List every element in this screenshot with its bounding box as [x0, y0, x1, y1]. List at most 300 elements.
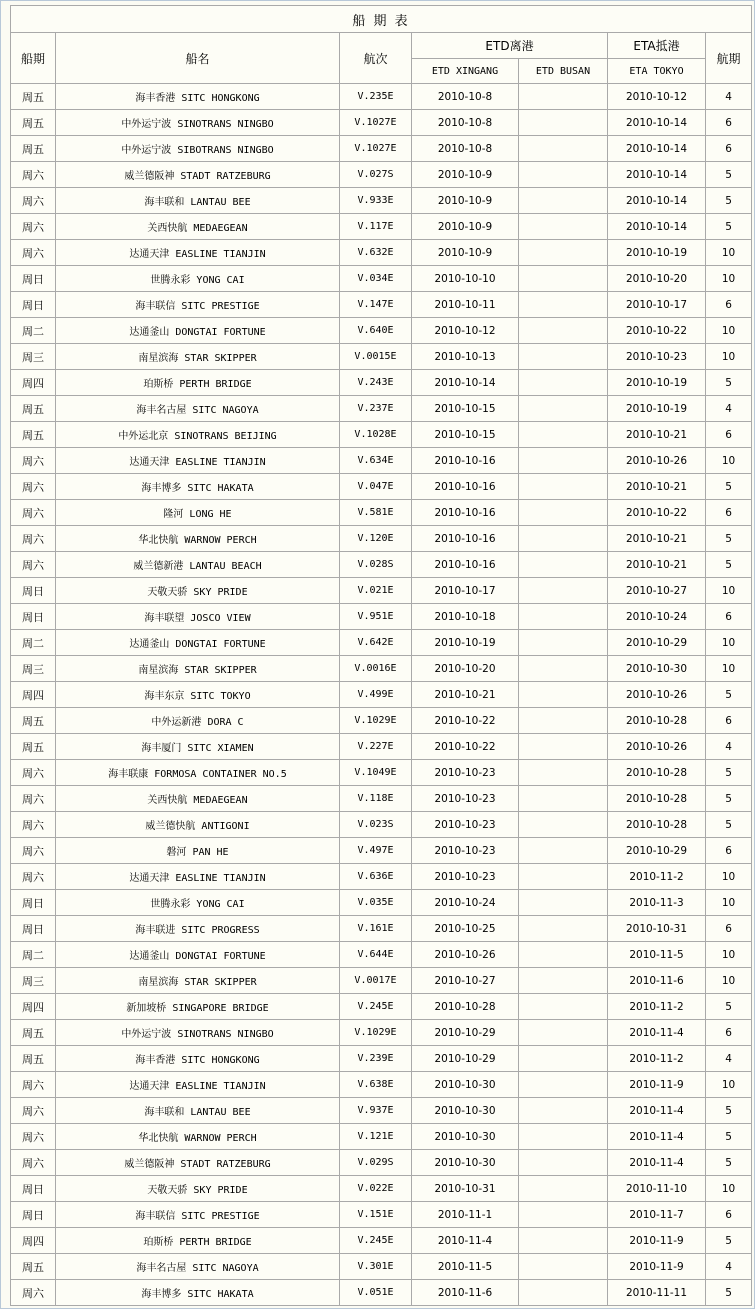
- cell-voyage: V.937E: [340, 1098, 412, 1124]
- table-row: [11, 474, 752, 500]
- cell-eta-tokyo: 2010-10-20: [608, 266, 706, 292]
- cell-etd-busan: [519, 786, 608, 812]
- cell-voyage: V.151E: [340, 1202, 412, 1228]
- cell-eta-tokyo: 2010-11-10: [608, 1176, 706, 1202]
- cell-etd-busan: [519, 214, 608, 240]
- cell-etd-xingang: 2010-10-16: [412, 474, 519, 500]
- cell-etd-xingang: 2010-10-19: [412, 630, 519, 656]
- cell-duration: 5: [706, 1150, 752, 1176]
- cell-duration: 10: [706, 578, 752, 604]
- cell-etd-xingang: 2010-10-22: [412, 708, 519, 734]
- cell-day: 周六: [11, 812, 56, 838]
- cell-ship-name: 达通釜山 DONGTAI FORTUNE: [56, 318, 340, 344]
- cell-etd-busan: [519, 500, 608, 526]
- cell-day: 周日: [11, 604, 56, 630]
- cell-duration: 5: [706, 552, 752, 578]
- cell-eta-tokyo: 2010-11-9: [608, 1228, 706, 1254]
- cell-voyage: V.035E: [340, 890, 412, 916]
- cell-duration: 6: [706, 838, 752, 864]
- cell-duration: 4: [706, 734, 752, 760]
- cell-ship-name: 珀斯桥 PERTH BRIDGE: [56, 1228, 340, 1254]
- cell-day: 周六: [11, 1280, 56, 1306]
- cell-duration: 5: [706, 474, 752, 500]
- table-row: [11, 240, 752, 266]
- cell-etd-xingang: 2010-10-30: [412, 1072, 519, 1098]
- cell-etd-busan: [519, 422, 608, 448]
- cell-etd-busan: [519, 578, 608, 604]
- cell-eta-tokyo: 2010-10-23: [608, 344, 706, 370]
- cell-etd-xingang: 2010-10-30: [412, 1150, 519, 1176]
- cell-day: 周六: [11, 500, 56, 526]
- cell-day: 周日: [11, 1202, 56, 1228]
- table-row: [11, 578, 752, 604]
- cell-etd-xingang: 2010-10-17: [412, 578, 519, 604]
- cell-etd-xingang: 2010-10-23: [412, 786, 519, 812]
- cell-etd-xingang: 2010-10-13: [412, 344, 519, 370]
- cell-ship-name: 关西快航 MEDAEGEAN: [56, 786, 340, 812]
- cell-day: 周二: [11, 942, 56, 968]
- cell-day: 周六: [11, 1124, 56, 1150]
- cell-voyage: V.161E: [340, 916, 412, 942]
- cell-ship-name: 南星滨海 STAR SKIPPER: [56, 656, 340, 682]
- cell-etd-busan: [519, 136, 608, 162]
- cell-etd-xingang: 2010-11-4: [412, 1228, 519, 1254]
- cell-etd-xingang: 2010-10-15: [412, 422, 519, 448]
- schedule-body: [11, 84, 752, 1306]
- cell-day: 周三: [11, 344, 56, 370]
- cell-day: 周日: [11, 266, 56, 292]
- cell-etd-busan: [519, 162, 608, 188]
- cell-day: 周日: [11, 890, 56, 916]
- table-row: [11, 1020, 752, 1046]
- cell-ship-name: 南星滨海 STAR SKIPPER: [56, 344, 340, 370]
- cell-voyage: V.636E: [340, 864, 412, 890]
- table-row: [11, 1176, 752, 1202]
- cell-day: 周日: [11, 1176, 56, 1202]
- cell-voyage: V.245E: [340, 1228, 412, 1254]
- cell-ship-name: 海丰东京 SITC TOKYO: [56, 682, 340, 708]
- cell-voyage: V.632E: [340, 240, 412, 266]
- cell-day: 周六: [11, 448, 56, 474]
- cell-etd-xingang: 2010-10-23: [412, 812, 519, 838]
- cell-eta-tokyo: 2010-11-4: [608, 1124, 706, 1150]
- cell-eta-tokyo: 2010-10-26: [608, 448, 706, 474]
- cell-ship-name: 海丰联信 SITC PRESTIGE: [56, 1202, 340, 1228]
- cell-ship-name: 海丰香港 SITC HONGKONG: [56, 1046, 340, 1072]
- cell-etd-xingang: 2010-11-6: [412, 1280, 519, 1306]
- cell-voyage: V.051E: [340, 1280, 412, 1306]
- cell-day: 周五: [11, 1020, 56, 1046]
- cell-ship-name: 海丰联和 LANTAU BEE: [56, 1098, 340, 1124]
- cell-ship-name: 隆河 LONG HE: [56, 500, 340, 526]
- cell-voyage: V.301E: [340, 1254, 412, 1280]
- table-row: [11, 526, 752, 552]
- cell-ship-name: 达通天津 EASLINE TIANJIN: [56, 240, 340, 266]
- cell-voyage: V.1049E: [340, 760, 412, 786]
- cell-duration: 6: [706, 422, 752, 448]
- cell-voyage: V.581E: [340, 500, 412, 526]
- cell-eta-tokyo: 2010-11-4: [608, 1098, 706, 1124]
- cell-eta-tokyo: 2010-11-3: [608, 890, 706, 916]
- cell-voyage: V.023S: [340, 812, 412, 838]
- cell-day: 周五: [11, 136, 56, 162]
- cell-eta-tokyo: 2010-11-9: [608, 1072, 706, 1098]
- table-row: [11, 786, 752, 812]
- table-row: [11, 1098, 752, 1124]
- table-row: [11, 110, 752, 136]
- cell-voyage: V.118E: [340, 786, 412, 812]
- cell-ship-name: 中外运宁波 SINOTRANS NINGBO: [56, 1020, 340, 1046]
- table-row: [11, 682, 752, 708]
- cell-day: 周六: [11, 760, 56, 786]
- cell-etd-busan: [519, 292, 608, 318]
- cell-etd-busan: [519, 188, 608, 214]
- cell-eta-tokyo: 2010-11-2: [608, 864, 706, 890]
- table-row: [11, 994, 752, 1020]
- cell-day: 周六: [11, 162, 56, 188]
- cell-etd-xingang: 2010-10-11: [412, 292, 519, 318]
- table-row: [11, 916, 752, 942]
- cell-duration: 5: [706, 162, 752, 188]
- cell-etd-xingang: 2010-10-30: [412, 1124, 519, 1150]
- cell-etd-busan: [519, 890, 608, 916]
- table-row: [11, 968, 752, 994]
- cell-ship-name: 海丰联望 JOSCO VIEW: [56, 604, 340, 630]
- cell-eta-tokyo: 2010-10-19: [608, 370, 706, 396]
- cell-etd-busan: [519, 448, 608, 474]
- cell-etd-busan: [519, 864, 608, 890]
- cell-voyage: V.243E: [340, 370, 412, 396]
- cell-voyage: V.147E: [340, 292, 412, 318]
- cell-etd-xingang: 2010-10-16: [412, 526, 519, 552]
- table-row: [11, 396, 752, 422]
- cell-ship-name: 中外运宁波 SINOTRANS NINGBO: [56, 110, 340, 136]
- cell-etd-xingang: 2010-10-8: [412, 136, 519, 162]
- cell-day: 周六: [11, 1072, 56, 1098]
- cell-day: 周六: [11, 1098, 56, 1124]
- cell-voyage: V.245E: [340, 994, 412, 1020]
- cell-duration: 5: [706, 370, 752, 396]
- cell-etd-busan: [519, 240, 608, 266]
- cell-voyage: V.644E: [340, 942, 412, 968]
- cell-eta-tokyo: 2010-10-27: [608, 578, 706, 604]
- cell-etd-busan: [519, 552, 608, 578]
- cell-etd-busan: [519, 1124, 608, 1150]
- cell-etd-busan: [519, 526, 608, 552]
- cell-ship-name: 华北快航 WARNOW PERCH: [56, 526, 340, 552]
- cell-eta-tokyo: 2010-10-14: [608, 110, 706, 136]
- cell-duration: 5: [706, 214, 752, 240]
- cell-day: 周六: [11, 214, 56, 240]
- cell-day: 周五: [11, 84, 56, 110]
- cell-day: 周五: [11, 1254, 56, 1280]
- cell-voyage: V.227E: [340, 734, 412, 760]
- table-row: [11, 1072, 752, 1098]
- cell-day: 周五: [11, 734, 56, 760]
- cell-duration: 10: [706, 1072, 752, 1098]
- cell-ship-name: 世腾永彩 YONG CAI: [56, 890, 340, 916]
- cell-etd-busan: [519, 812, 608, 838]
- cell-day: 周日: [11, 916, 56, 942]
- table-row: [11, 1046, 752, 1072]
- cell-voyage: V.117E: [340, 214, 412, 240]
- cell-day: 周五: [11, 110, 56, 136]
- cell-duration: 5: [706, 682, 752, 708]
- cell-etd-busan: [519, 344, 608, 370]
- cell-voyage: V.1029E: [340, 708, 412, 734]
- cell-ship-name: 海丰联康 FORMOSA CONTAINER NO.5: [56, 760, 340, 786]
- cell-duration: 10: [706, 942, 752, 968]
- cell-voyage: V.1028E: [340, 422, 412, 448]
- cell-duration: 6: [706, 292, 752, 318]
- cell-ship-name: 华北快航 WARNOW PERCH: [56, 1124, 340, 1150]
- cell-etd-busan: [519, 1254, 608, 1280]
- cell-eta-tokyo: 2010-11-7: [608, 1202, 706, 1228]
- cell-etd-xingang: 2010-10-26: [412, 942, 519, 968]
- cell-ship-name: 海丰联进 SITC PROGRESS: [56, 916, 340, 942]
- cell-duration: 10: [706, 266, 752, 292]
- cell-duration: 5: [706, 812, 752, 838]
- cell-ship-name: 世腾永彩 YONG CAI: [56, 266, 340, 292]
- table-row: [11, 838, 752, 864]
- cell-ship-name: 海丰名古屋 SITC NAGOYA: [56, 396, 340, 422]
- schedule-table: [10, 5, 752, 1306]
- cell-etd-busan: [519, 84, 608, 110]
- cell-eta-tokyo: 2010-10-19: [608, 240, 706, 266]
- cell-etd-xingang: 2010-10-29: [412, 1046, 519, 1072]
- cell-etd-xingang: 2010-10-9: [412, 162, 519, 188]
- cell-ship-name: 达通天津 EASLINE TIANJIN: [56, 1072, 340, 1098]
- cell-voyage: V.499E: [340, 682, 412, 708]
- cell-duration: 4: [706, 84, 752, 110]
- cell-ship-name: 达通釜山 DONGTAI FORTUNE: [56, 942, 340, 968]
- cell-duration: 4: [706, 396, 752, 422]
- cell-voyage: V.634E: [340, 448, 412, 474]
- cell-eta-tokyo: 2010-10-28: [608, 812, 706, 838]
- cell-etd-busan: [519, 968, 608, 994]
- cell-etd-busan: [519, 318, 608, 344]
- header-duration: 航期: [706, 33, 752, 84]
- cell-eta-tokyo: 2010-10-28: [608, 708, 706, 734]
- cell-etd-xingang: 2010-10-23: [412, 838, 519, 864]
- cell-duration: 10: [706, 344, 752, 370]
- cell-day: 周六: [11, 240, 56, 266]
- cell-duration: 6: [706, 916, 752, 942]
- cell-eta-tokyo: 2010-11-2: [608, 994, 706, 1020]
- cell-duration: 10: [706, 1176, 752, 1202]
- cell-etd-busan: [519, 630, 608, 656]
- cell-etd-xingang: 2010-10-30: [412, 1098, 519, 1124]
- cell-duration: 10: [706, 864, 752, 890]
- cell-day: 周六: [11, 526, 56, 552]
- table-row: [11, 162, 752, 188]
- header-eta-tokyo: ETA TOKYO: [608, 59, 706, 84]
- table-row: [11, 656, 752, 682]
- cell-etd-busan: [519, 370, 608, 396]
- table-row: [11, 188, 752, 214]
- cell-etd-busan: [519, 1098, 608, 1124]
- cell-etd-xingang: 2010-10-10: [412, 266, 519, 292]
- cell-voyage: V.497E: [340, 838, 412, 864]
- cell-duration: 5: [706, 994, 752, 1020]
- cell-voyage: V.0015E: [340, 344, 412, 370]
- cell-etd-busan: [519, 656, 608, 682]
- cell-etd-busan: [519, 760, 608, 786]
- cell-etd-xingang: 2010-10-18: [412, 604, 519, 630]
- cell-voyage: V.1027E: [340, 136, 412, 162]
- cell-etd-busan: [519, 942, 608, 968]
- cell-voyage: V.642E: [340, 630, 412, 656]
- cell-etd-busan: [519, 110, 608, 136]
- cell-etd-xingang: 2010-10-15: [412, 396, 519, 422]
- cell-ship-name: 天敬天骄 SKY PRIDE: [56, 1176, 340, 1202]
- cell-duration: 6: [706, 136, 752, 162]
- cell-eta-tokyo: 2010-10-14: [608, 162, 706, 188]
- cell-etd-busan: [519, 682, 608, 708]
- cell-etd-xingang: 2010-10-9: [412, 214, 519, 240]
- cell-etd-xingang: 2010-10-20: [412, 656, 519, 682]
- cell-voyage: V.028S: [340, 552, 412, 578]
- cell-duration: 10: [706, 968, 752, 994]
- cell-etd-busan: [519, 1228, 608, 1254]
- table-row: [11, 630, 752, 656]
- table-row: [11, 734, 752, 760]
- cell-duration: 5: [706, 786, 752, 812]
- cell-etd-xingang: 2010-10-8: [412, 110, 519, 136]
- cell-voyage: V.0016E: [340, 656, 412, 682]
- cell-eta-tokyo: 2010-11-9: [608, 1254, 706, 1280]
- cell-voyage: V.235E: [340, 84, 412, 110]
- cell-etd-busan: [519, 474, 608, 500]
- table-row: [11, 812, 752, 838]
- cell-etd-busan: [519, 1176, 608, 1202]
- cell-etd-xingang: 2010-10-31: [412, 1176, 519, 1202]
- table-row: [11, 84, 752, 110]
- cell-eta-tokyo: 2010-10-22: [608, 500, 706, 526]
- cell-day: 周五: [11, 422, 56, 448]
- cell-ship-name: 海丰联信 SITC PRESTIGE: [56, 292, 340, 318]
- header-etd-xingang: ETD XINGANG: [412, 59, 519, 84]
- cell-eta-tokyo: 2010-10-21: [608, 526, 706, 552]
- cell-duration: 6: [706, 1202, 752, 1228]
- header-etd-busan: ETD BUSAN: [519, 59, 608, 84]
- cell-etd-xingang: 2010-10-14: [412, 370, 519, 396]
- cell-etd-xingang: 2010-10-8: [412, 84, 519, 110]
- cell-voyage: V.1027E: [340, 110, 412, 136]
- cell-etd-xingang: 2010-10-24: [412, 890, 519, 916]
- table-row: [11, 370, 752, 396]
- cell-day: 周日: [11, 578, 56, 604]
- cell-voyage: V.047E: [340, 474, 412, 500]
- cell-duration: 6: [706, 110, 752, 136]
- cell-duration: 5: [706, 526, 752, 552]
- cell-voyage: V.933E: [340, 188, 412, 214]
- cell-etd-xingang: 2010-10-27: [412, 968, 519, 994]
- cell-etd-xingang: 2010-10-28: [412, 994, 519, 1020]
- cell-voyage: V.027S: [340, 162, 412, 188]
- cell-duration: 4: [706, 1254, 752, 1280]
- cell-eta-tokyo: 2010-10-29: [608, 838, 706, 864]
- cell-ship-name: 珀斯桥 PERTH BRIDGE: [56, 370, 340, 396]
- table-row: [11, 1254, 752, 1280]
- cell-ship-name: 磐河 PAN HE: [56, 838, 340, 864]
- cell-ship-name: 威兰德阪神 STADT RATZEBURG: [56, 162, 340, 188]
- cell-voyage: V.638E: [340, 1072, 412, 1098]
- cell-duration: 10: [706, 448, 752, 474]
- cell-eta-tokyo: 2010-10-14: [608, 214, 706, 240]
- cell-eta-tokyo: 2010-10-26: [608, 682, 706, 708]
- cell-day: 周三: [11, 656, 56, 682]
- cell-eta-tokyo: 2010-10-30: [608, 656, 706, 682]
- cell-etd-busan: [519, 604, 608, 630]
- cell-eta-tokyo: 2010-11-4: [608, 1020, 706, 1046]
- cell-eta-tokyo: 2010-10-21: [608, 552, 706, 578]
- cell-ship-name: 海丰名古屋 SITC NAGOYA: [56, 1254, 340, 1280]
- cell-duration: 5: [706, 1124, 752, 1150]
- table-row: [11, 1202, 752, 1228]
- cell-duration: 6: [706, 604, 752, 630]
- table-row: [11, 942, 752, 968]
- header-etd-group: ETD离港: [412, 33, 608, 59]
- cell-eta-tokyo: 2010-10-28: [608, 760, 706, 786]
- cell-eta-tokyo: 2010-11-2: [608, 1046, 706, 1072]
- table-row: [11, 890, 752, 916]
- table-row: [11, 500, 752, 526]
- cell-duration: 5: [706, 1280, 752, 1306]
- header-ship: 船名: [56, 33, 340, 84]
- cell-duration: 10: [706, 240, 752, 266]
- cell-duration: 10: [706, 656, 752, 682]
- cell-etd-busan: [519, 1202, 608, 1228]
- cell-voyage: V.021E: [340, 578, 412, 604]
- cell-eta-tokyo: 2010-10-14: [608, 188, 706, 214]
- cell-day: 周四: [11, 994, 56, 1020]
- cell-etd-xingang: 2010-10-9: [412, 188, 519, 214]
- table-row: [11, 266, 752, 292]
- cell-eta-tokyo: 2010-11-6: [608, 968, 706, 994]
- cell-ship-name: 达通天津 EASLINE TIANJIN: [56, 864, 340, 890]
- cell-etd-xingang: 2010-11-5: [412, 1254, 519, 1280]
- cell-day: 周二: [11, 630, 56, 656]
- cell-eta-tokyo: 2010-10-29: [608, 630, 706, 656]
- cell-day: 周六: [11, 838, 56, 864]
- cell-etd-xingang: 2010-10-22: [412, 734, 519, 760]
- cell-day: 周五: [11, 396, 56, 422]
- cell-eta-tokyo: 2010-11-4: [608, 1150, 706, 1176]
- cell-duration: 4: [706, 1046, 752, 1072]
- cell-ship-name: 威兰德新港 LANTAU BEACH: [56, 552, 340, 578]
- cell-ship-name: 中外运北京 SINOTRANS BEIJING: [56, 422, 340, 448]
- cell-etd-busan: [519, 1280, 608, 1306]
- cell-duration: 6: [706, 500, 752, 526]
- table-title: 船 期 表: [11, 6, 752, 33]
- cell-etd-xingang: 2010-10-23: [412, 864, 519, 890]
- cell-ship-name: 达通天津 EASLINE TIANJIN: [56, 448, 340, 474]
- cell-eta-tokyo: 2010-10-22: [608, 318, 706, 344]
- cell-voyage: V.0017E: [340, 968, 412, 994]
- cell-day: 周六: [11, 864, 56, 890]
- cell-etd-busan: [519, 1072, 608, 1098]
- table-row: [11, 552, 752, 578]
- cell-duration: 5: [706, 1228, 752, 1254]
- cell-day: 周六: [11, 188, 56, 214]
- table-row: [11, 448, 752, 474]
- cell-voyage: V.029S: [340, 1150, 412, 1176]
- cell-etd-busan: [519, 994, 608, 1020]
- cell-voyage: V.1029E: [340, 1020, 412, 1046]
- table-row: [11, 760, 752, 786]
- cell-etd-busan: [519, 1020, 608, 1046]
